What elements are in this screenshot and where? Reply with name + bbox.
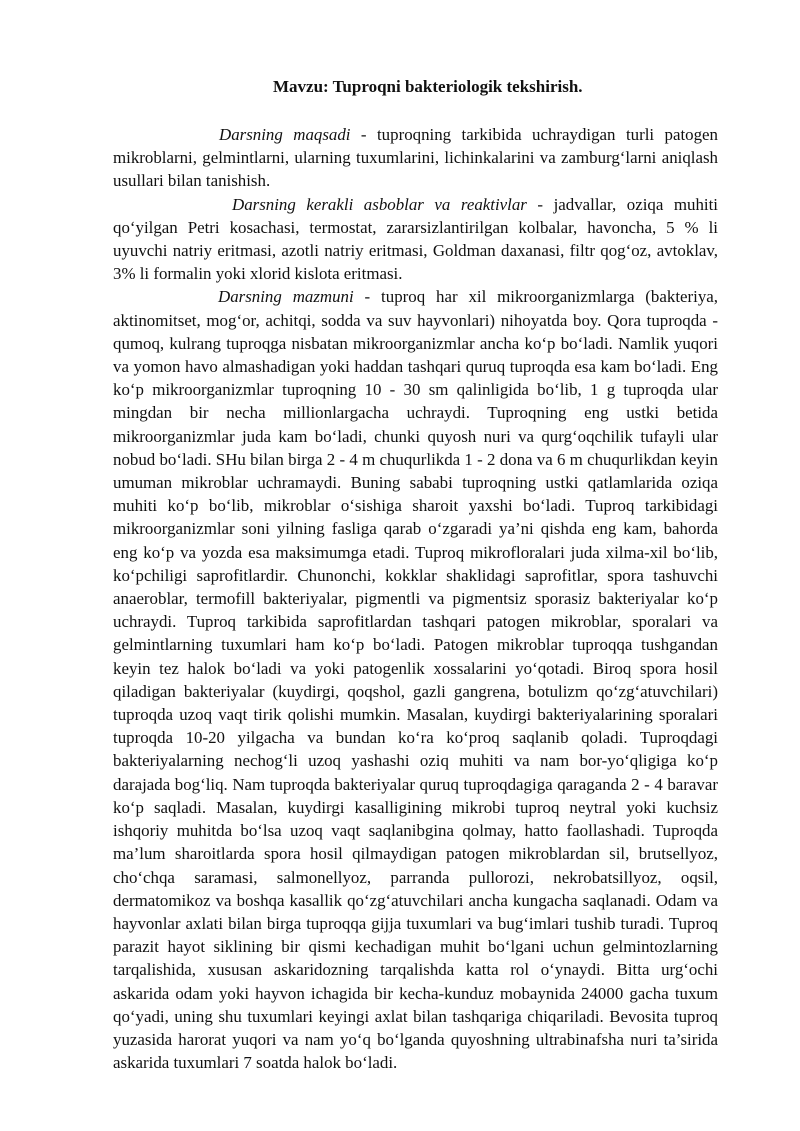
content-label: Darsning mazmuni: [218, 287, 354, 307]
goal-text: - tuproqning tarkibida uchraydigan turli patogen mikroblarni, gelmintlarni, ularning tuxumlarini, lichinkalarini va zamburg‘larni aniqlash usullari bilan tanishish.: [113, 125, 718, 191]
content-text: - tuproq har xil mikroorganizmlarga (bakteriya, aktinomitset, mog‘or, achitqi, sodda va suv hayvonlari) nihoyatda boy. Qora tuproqda - qumoq, kulrang tuproqga nisbatan mikroorganizmlar ancha ko‘p bo‘ladi. Namlik yuqori va yomon havo almashadigan yoki haddan tashqari quruq tuproqda esa kam bo‘ladi. Eng ko‘p mikroorganizmlar tuproqning 10 - 30 sm qalinligida bo‘lib, 1 g tuproqda ular mingdan bir necha millionlargacha uchraydi. Tuproqning eng ustki betida mikroorganizmlar juda kam bo‘ladi, chunki quyosh nuri va qurg‘oqchilik tufayli ular nobud bo‘ladi. SHu bilan birga 2 - 4 m chuqurlikda 1 - 2 dona va 6 m chuqurlikdan keyin umuman mikroblar uchramaydi. Buning sababi tuproqning ustki qatlamlarida oziqa muhiti ko‘p bo‘lib, mikroblar o‘sishiga sharoit yaxshi bo‘ladi. Tuproq tarkibidagi mikroorganizmlar soni yilning fasliga qarab o‘zgaradi ya’ni qishda eng kam, bahorda eng ko‘p va yozda esa maksimumga etadi. Tuproq mikrofloralari juda xilma-xil bo‘lib, ko‘pchiligi saprofitlardir. Chunonchi, kokklar shaklidagi saprofitlar, spora tashuvchi anaeroblar, termofill bakteriyalar, pigmentli va pigmentsiz sporasiz bakteriyalar ko‘p uchraydi. Tuproq tarkibida saprofitlardan tashqari patogen mikroblar, sporalari va gelmintlarning tuxumlari ham ko‘p bo‘ladi. Patogen mikroblar tuproqqa tushgandan keyin tez halok bo‘ladi va yoki patogenlik xossalarini yo‘qotadi. Biroq spora hosil qiladigan bakteriyalar (kuydirgi, qoqshol, gazli gangrena, botulizm qo‘zg‘atuvchilari) tuproqda uzoq vaqt tirik qolishi mumkin. Masalan, kuydirgi bakteriyalarining sporalari tuproqda 10-20 yilgacha va bundan ko‘ra ko‘proq saqlanib qoladi. Tuproqdagi bakteriyalarning nechog‘li uzoq yashashi oziq muhiti va nam bor-yo‘qligiga ko‘p darajada bog‘liq. Nam tuproqda bakteriyalar quruq tuproqdagiga qaraganda 2 - 4 baravar ko‘p saqladi. Masalan, kuydirgi kasalligining mikrobi tuproq neytral yoki kuchsiz ishqoriy muhitda bo‘lsa uzoq vaqt saqlanibgina qolmay, hatto faollashadi. Tuproqda ma’lum sharoitlarda spora hosil qilmaydigan patogen mikroblardan sil, brutsellyoz, cho‘chqa saramasi, salmonellyoz, parranda pullorozi, nekrobatsillyoz, oqsil, dermatomikoz va boshqa kasallik qo‘zg‘atuvchilari ancha kungacha saqlanadi. Odam va hayvonlar axlati bilan birga tuproqqa gijja tuxumlari va bug‘imlari tushib turadi. Tuproq parazit hayot siklining bir qismi kechadigan muhit bo‘lgani uchun gelmintozlarning tarqalishida, xususan askaridozning tarqalishda katta rol o‘ynaydi. Bitta urg‘ochi askarida odam yoki hayvon ichagida bir kecha-kunduz mobaynida 24000 gacha tuxum qo‘yadi, uning shu tuxumlari keyingi axlat bilan tashqariga chiqariladi. Bevosita tuproq yuzasida harorat yuqori va nam yo‘q bo‘lganda quyoshning ultrabinafsha nuri ta’sirida askarida tuxumlari 7 soatda halok bo‘ladi.: [113, 287, 718, 1073]
equipment-label: Darsning kerakli asboblar va reaktivlar: [232, 194, 527, 214]
goal-label: Darsning maqsadi: [219, 125, 351, 144]
document-title: Mavzu: Tuproqni bakteriologik tekshirish.: [273, 77, 583, 96]
content-paragraph: [113, 285, 718, 1074]
equipment-paragraph: [113, 193, 718, 286]
goal-paragraph: [113, 123, 718, 193]
equipment-text: - jadvallar, oziqa muhiti qo‘yilgan Petri kosachasi, termostat, zararsizlantirilgan kolbalar, havoncha, 5 % li uyuvchi natriy eritmasi, azotli natriy eritmasi, Goldman daxanasi, filtr qog‘oz, avtoklav, 3% li formalin yoki xlorid kislota eritmasi.: [113, 194, 718, 284]
